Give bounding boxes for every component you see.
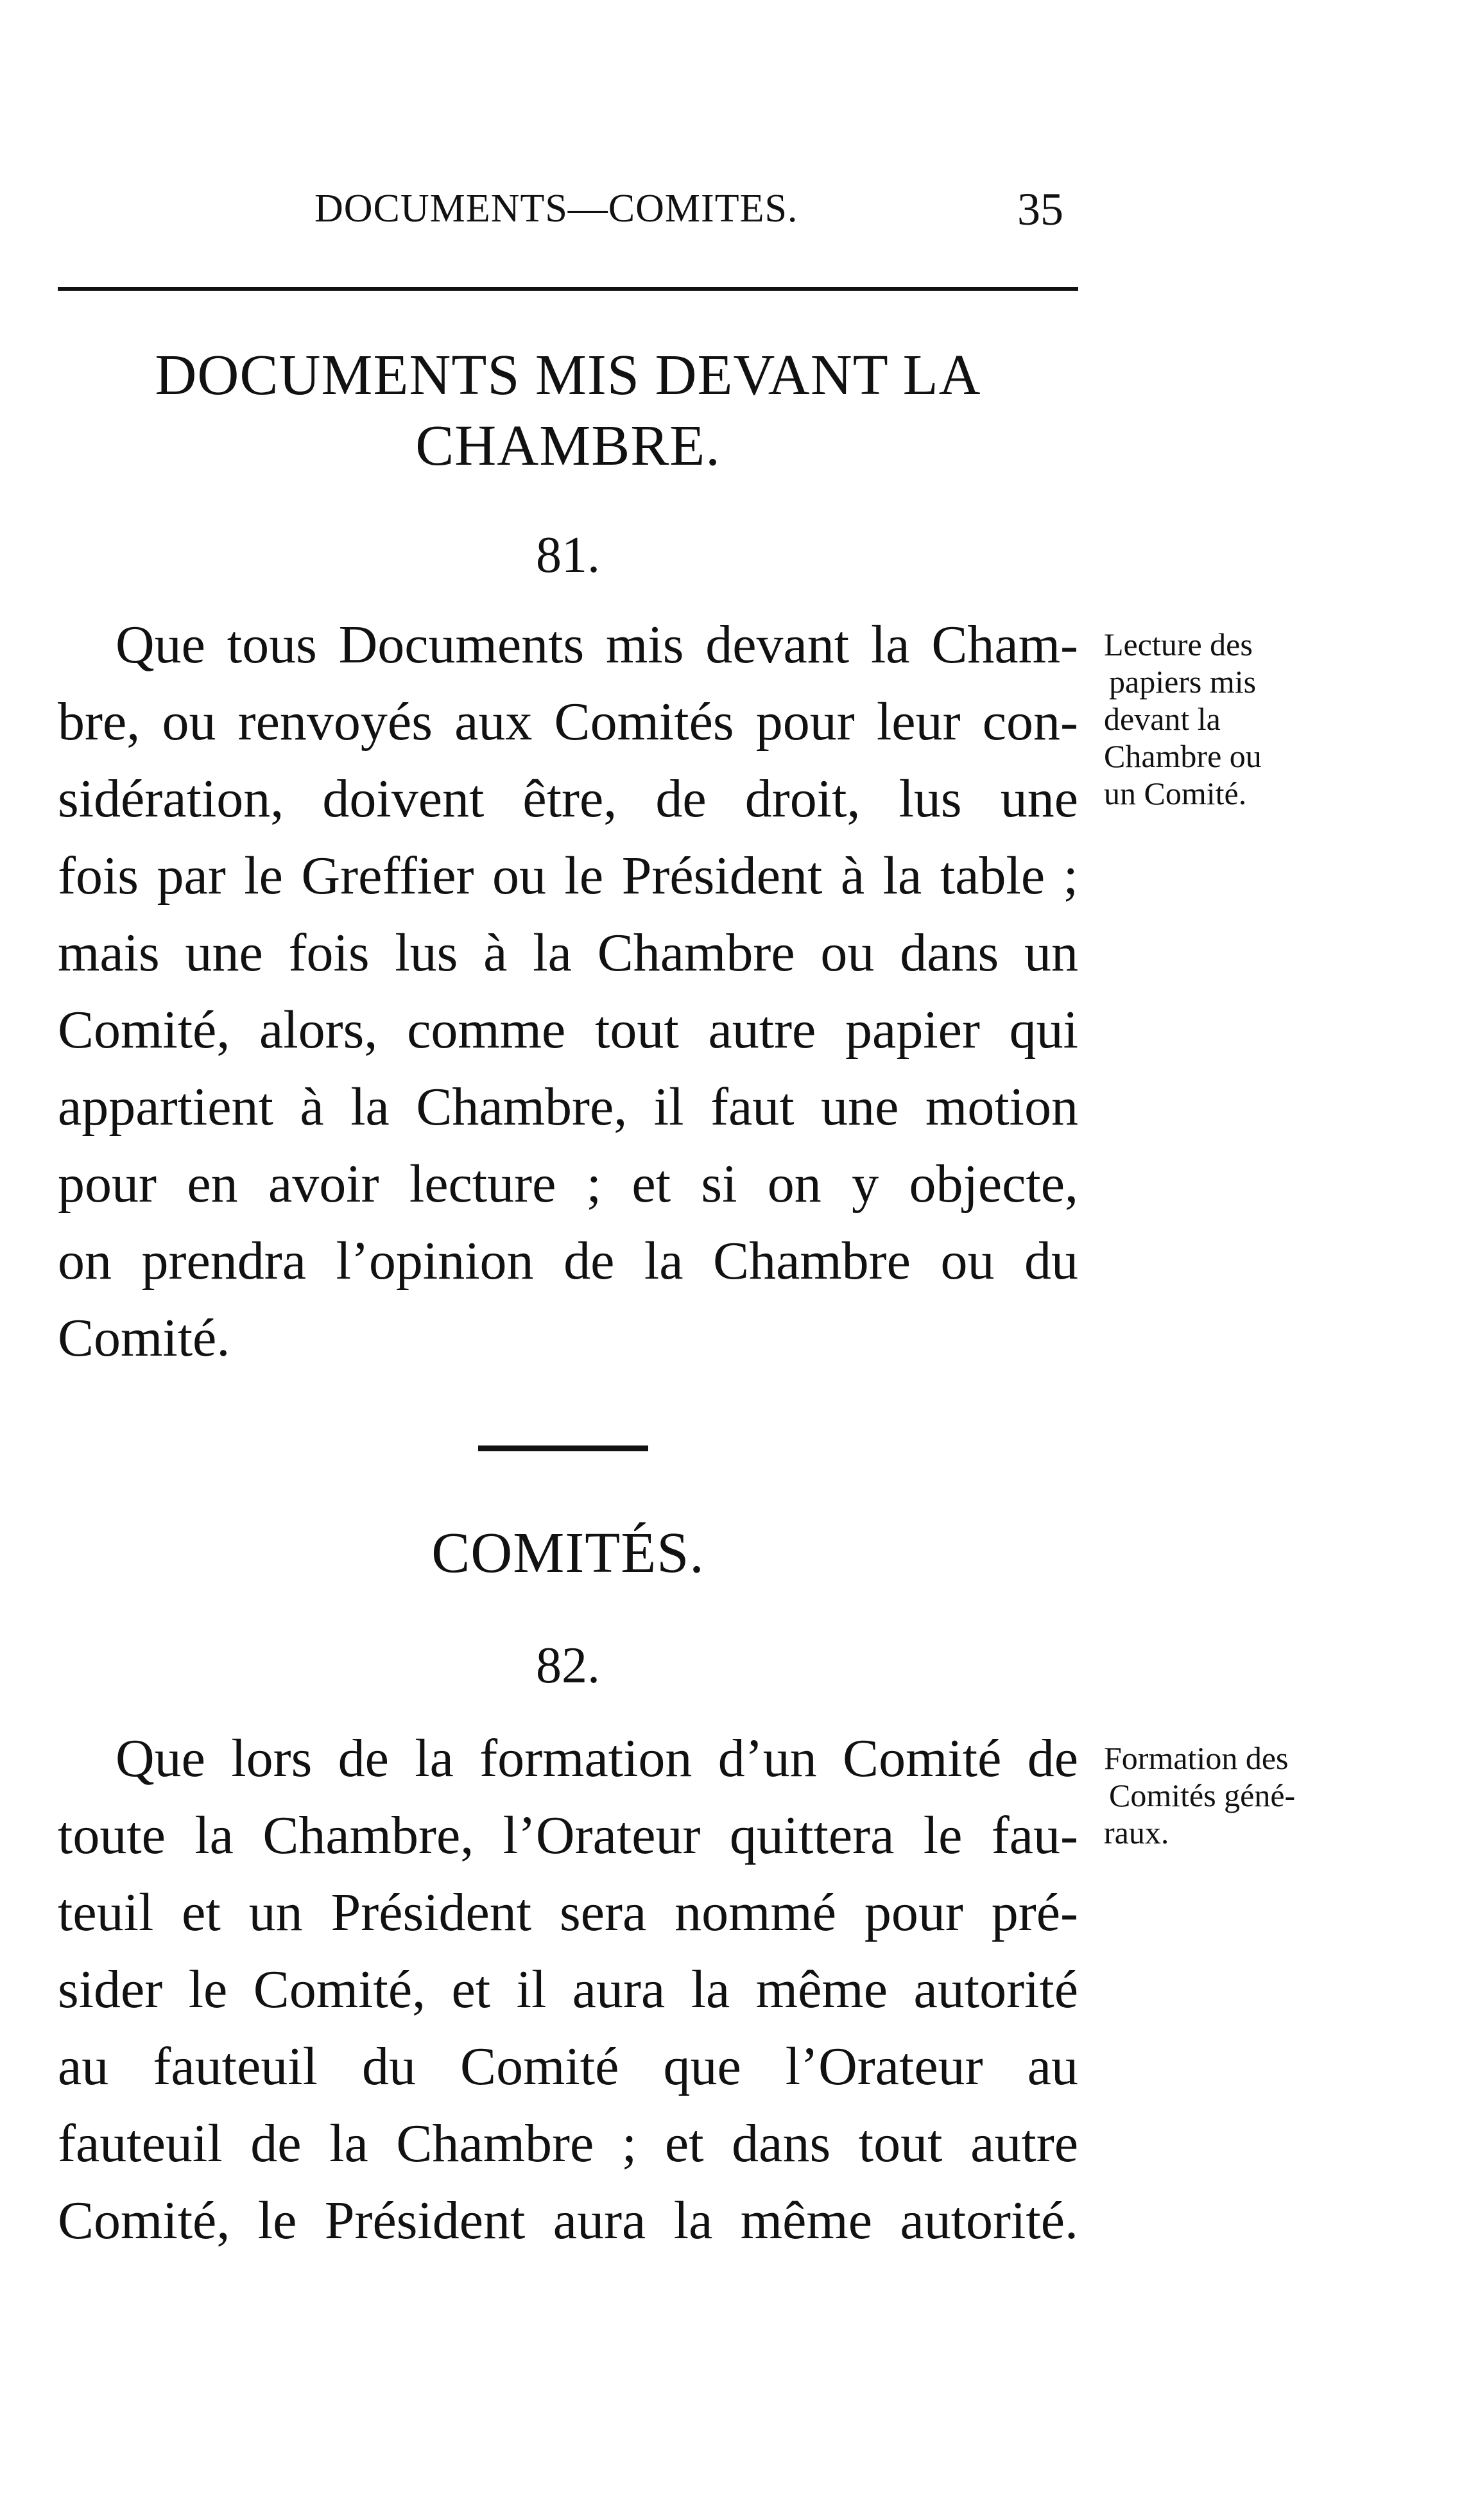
margin-note-documents — [1104, 626, 1373, 812]
header-rule — [58, 287, 1078, 291]
text-line: Que lors de la formation d’un Comité de — [116, 1729, 1078, 1788]
text-line: toute la Chambre, l’Orateur quittera le fau- — [58, 1806, 1078, 1865]
rule-number-82: 82. — [536, 1637, 600, 1694]
text-line: mais une fois lus à la Chambre ou dans un — [58, 923, 1078, 983]
text-line: on prendra l’opinion de la Chambre ou du — [58, 1231, 1078, 1291]
section-title-documents-line-1: DOCUMENTS MIS DEVANT LA — [155, 343, 981, 407]
margin-note-line: raux. — [1104, 1815, 1169, 1851]
text-line: Comité, alors, comme tout autre papier qui — [58, 1000, 1078, 1060]
margin-note-line: un Comité. — [1104, 775, 1247, 811]
text-line: Comité. — [58, 1308, 230, 1368]
section-divider — [478, 1446, 648, 1451]
text-line: fauteuil de la Chambre ; et dans tout autre — [58, 2114, 1078, 2173]
running-head: DOCUMENTS—COMITES. — [314, 187, 798, 230]
text-line: au fauteuil du Comité que l’Orateur au — [58, 2037, 1078, 2096]
text-line: fois par le Greffier ou le Président à la table ; — [58, 846, 1078, 906]
margin-note-line: Comités géné- — [1109, 1777, 1296, 1813]
margin-note-line: papiers mis — [1109, 664, 1257, 700]
text-line: pour en avoir lecture ; et si on y objecte, — [58, 1154, 1078, 1214]
section-title-comites: COMITÉS. — [431, 1521, 705, 1585]
margin-note-comites — [1104, 1739, 1373, 1851]
text-line: sider le Comité, et il aura la même autorité — [58, 1960, 1078, 2019]
margin-note-line: Formation des — [1104, 1740, 1289, 1776]
margin-note-line: devant la — [1104, 701, 1221, 737]
margin-note-line: Chambre ou — [1104, 738, 1262, 774]
section-title-documents-line-2: CHAMBRE. — [415, 414, 721, 478]
text-line: teuil et un Président sera nommé pour pré- — [58, 1883, 1078, 1942]
text-line: appartient à la Chambre, il faut une motion — [58, 1077, 1078, 1137]
page-number: 35 — [1017, 184, 1063, 235]
text-line: sidération, doivent être, de droit, lus une — [58, 769, 1078, 829]
text-line: bre, ou renvoyés aux Comités pour leur con- — [58, 692, 1078, 752]
text-line: Comité, le Président aura la même autorité. — [58, 2191, 1078, 2250]
margin-note-line: Lecture des — [1104, 626, 1253, 662]
text-line: Que tous Documents mis devant la Cham- — [116, 615, 1078, 675]
rule-number-81: 81. — [536, 527, 600, 583]
